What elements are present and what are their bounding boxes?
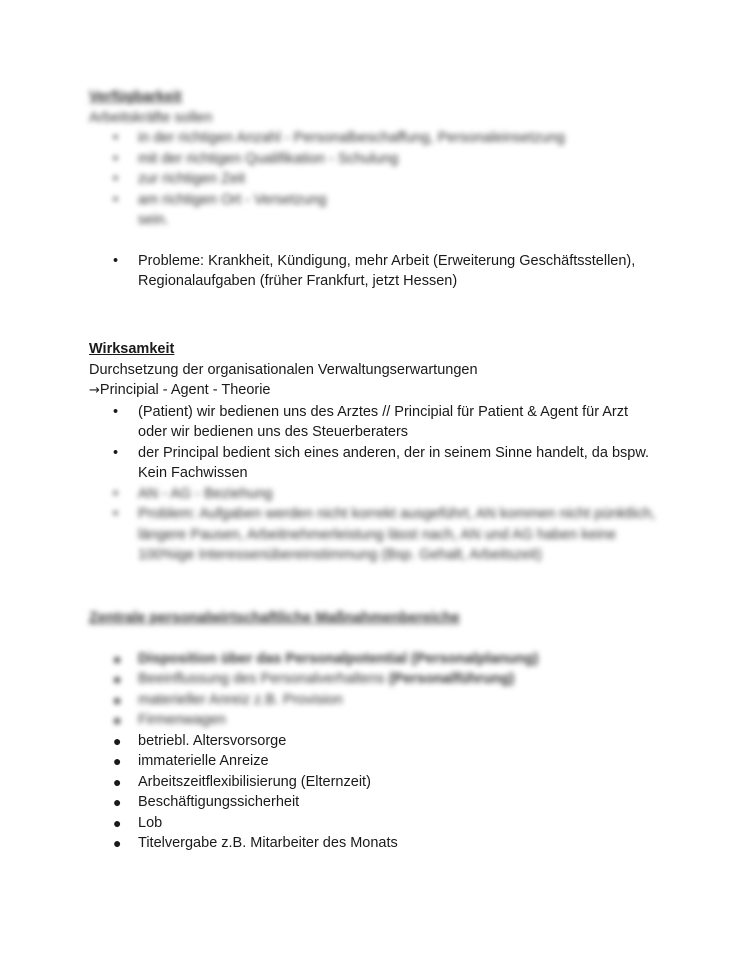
list-item: • AN - AG - Beziehung bbox=[89, 484, 689, 505]
heading-massnahmen: Zentrale personalwirtschaftliche Maßnahmenbereiche bbox=[89, 610, 460, 626]
bullet-icon: ● bbox=[113, 835, 122, 851]
list-item: ● betriebl. Altersvorsorge bbox=[89, 731, 689, 752]
problem-list bbox=[89, 251, 689, 292]
bullet-icon: • bbox=[113, 191, 119, 208]
intro-text: Arbeitskräfte sollen bbox=[89, 109, 213, 126]
bullet-icon: • bbox=[113, 506, 119, 522]
bullet-icon: ● bbox=[113, 814, 122, 831]
list-item: • (Patient) wir bedienen uns des Arztes // Principial für Patient & Agent für Arzt oder wir bedienen uns des Steuerberaters bbox=[113, 403, 629, 440]
bullet-icon: • bbox=[113, 485, 119, 502]
theory-line: →Principial - Agent - Theorie bbox=[89, 382, 271, 398]
bullet-icon: • bbox=[113, 171, 119, 187]
heading-wirksamkeit: Wirksamkeit bbox=[89, 341, 175, 357]
bullet-icon: • bbox=[113, 444, 119, 461]
section-wirksamkeit bbox=[89, 339, 689, 566]
bullet-list bbox=[89, 128, 689, 231]
list-item: • Problem: Aufgaben werden nicht korrekt ausgeführt, AN kommen nicht pünktlich, längere Pausen, Arbeitnehmerleistung lässt nach, AN und AG haben keine 100%ige Interessenübereinstimmung (Bsp. Gehalt, Arbeitszeit) bbox=[113, 506, 656, 563]
bullet-icon: ● bbox=[113, 671, 122, 687]
section-massnahmen bbox=[89, 608, 689, 854]
bullet-icon: • bbox=[113, 403, 119, 420]
intro-text: Durchsetzung der organisationalen Verwaltungserwartungen bbox=[89, 361, 478, 378]
list-item: ● Lob bbox=[89, 813, 689, 834]
bullet-list bbox=[89, 649, 689, 854]
list-item: ● Disposition über das Personalpotential (Personalplanung) bbox=[89, 649, 689, 670]
list-item: • Probleme: Krankheit, Kündigung, mehr Arbeit (Erweiterung Geschäftsstellen), Regionalaufgaben (früher Frankfurt, jetzt Hessen) bbox=[113, 252, 636, 289]
list-item: • in der richtigen Anzahl - Personalbeschaffung, Personaleinsetzung bbox=[89, 128, 689, 149]
list-item: ● Firmenwagen bbox=[89, 710, 689, 731]
list-item: ● materieller Anreiz z.B. Provision bbox=[89, 690, 689, 711]
bullet-icon: • bbox=[113, 150, 119, 167]
list-item: ● Beeinflussung des Personalverhaltens (Personalführung) bbox=[89, 669, 689, 690]
bullet-icon: • bbox=[113, 252, 119, 269]
list-item: • der Principal bedient sich eines anderen, der in seinem Sinne handelt, da bspw. Kein Fachwissen bbox=[113, 444, 650, 481]
list-item: ● immaterielle Anreize bbox=[89, 751, 689, 772]
bullet-icon: ● bbox=[113, 712, 122, 728]
list-item: ● Titelvergabe z.B. Mitarbeiter des Monats bbox=[89, 833, 689, 854]
bullet-icon: ● bbox=[113, 650, 122, 667]
list-item: • zur richtigen Zeit bbox=[89, 169, 689, 190]
bullet-icon: ● bbox=[113, 732, 122, 749]
list-item: ● Arbeitszeitflexibilisierung (Elternzeit) bbox=[89, 772, 689, 793]
bullet-list bbox=[89, 402, 689, 566]
heading-verfuegbarkeit: Verfügbarkeit bbox=[89, 89, 182, 105]
section-verfuegbarkeit bbox=[89, 87, 689, 292]
bullet-icon: ● bbox=[113, 753, 122, 769]
list-item: • mit der richtigen Qualifikation - Schulung bbox=[89, 149, 689, 170]
bullet-icon: ● bbox=[113, 773, 122, 790]
list-item: ● Beschäftigungssicherheit bbox=[89, 792, 689, 813]
bullet-icon: • bbox=[113, 130, 119, 146]
list-item: • am richtigen Ort - Versetzung sein. bbox=[113, 191, 327, 228]
bullet-icon: ● bbox=[113, 691, 122, 708]
arrow-right-icon: → bbox=[89, 383, 100, 398]
bullet-icon: ● bbox=[113, 794, 122, 810]
